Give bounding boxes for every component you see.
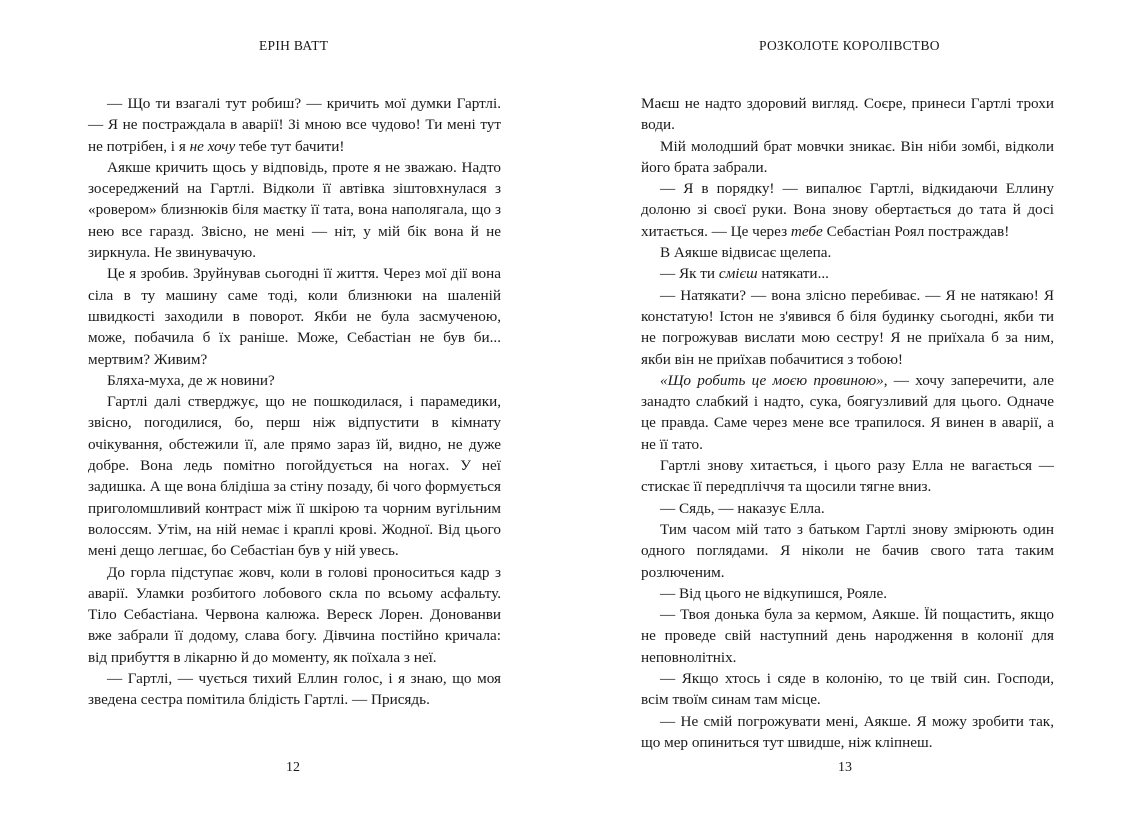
text-run: Мій молодший брат мовчки зникає. Він ніби зомбі, відколи його брата забрали. xyxy=(641,137,1054,176)
emphasis-text: смієш xyxy=(718,265,758,283)
paragraph xyxy=(88,263,501,369)
paragraph xyxy=(88,562,501,668)
paragraph xyxy=(641,455,1054,498)
paragraph xyxy=(641,263,1054,284)
text-run: Тим часом мій тато з батьком Гартлі знову змірюють один одного поглядами. Я ніколи не бачив свого тата таким розлюченим. xyxy=(641,520,1054,581)
text-run: — Що ти взагалі тут робиш? — кричить мої думки Гартлі. — Я не постраждала в аварії! Зі мною все чудово! Ти мені тут не потрібен, і я xyxy=(88,95,501,155)
paragraph xyxy=(88,391,501,561)
text-run: Це я зробив. Зруйнував сьогодні її життя. Через мої дії вона сіла в ту машину саме тоді, коли близнюки на шаленій швидкості заходили в поворот. Якби не була засмученою, може, побачила б їх раніше. Може, Себастіан не був би... мертвим? Живим? xyxy=(88,265,501,368)
paragraph xyxy=(88,93,501,157)
paragraph xyxy=(88,157,501,263)
text-run: Аякше кричить щось у відповідь, проте я не зважаю. Надто зосереджений на Гартлі. Відколи її автівка зіштовхнулася з «ровером» близнюків біля маєтку її тата, вона наполягала, що з нею все гаразд. Звісно, не мені — ніт, у мій бік вона й не зиркнула. Не звинувачую. xyxy=(88,158,501,262)
paragraph xyxy=(641,93,1054,136)
paragraph xyxy=(641,583,1054,604)
text-run: натякати... xyxy=(757,265,829,283)
paragraph xyxy=(641,711,1054,754)
text-run: Маєш не надто здоровий вигляд. Соєре, принеси Гартлі трохи води. xyxy=(641,95,1054,134)
text-run: В Аякше відвисає щелепа. xyxy=(660,244,832,262)
page-number: 12 xyxy=(286,760,300,775)
paragraph xyxy=(641,498,1054,519)
text-run: Гартлі далі стверджує, що не пошкодилася, і парамедики, звісно, погодилися, бо, перш ніж відпустити в кімнату очікування, обстежили її, але прямо зараз їй, видно, не дуже добре. Вона ледь помітно погойдується на ногах. У неї задишка. А ще вона блідіша за стіну позаду, бі чого формується приголомшливий контраст між її шкірою та чорним вугільним волоссям. Утім, на ній немає і краплі крові. Жодної. Від цього мені дещо легшає, бо Себастіан був у ній увесь. xyxy=(88,393,501,560)
text-run: — Натякати? — вона злісно перебиває. — Я не натякаю! Я констатую! Істон не з'явився б біля будинку сьогодні, якби ти не погрожував вислати мою сестру! Я не приїхала б за ним, якби він не приїхав побачитися з тобою! xyxy=(641,286,1054,368)
text-run: Себастіан Роял постраждав! xyxy=(822,222,1010,240)
text-run: — Сядь, — наказує Елла. xyxy=(660,499,825,517)
text-run: — Твоя донька була за кермом, Аякше. Їй пощастить, якщо не проведе свій наступний день народження в колонії для неповнолітніх. xyxy=(641,606,1054,666)
page-body-text xyxy=(88,93,501,711)
paragraph xyxy=(641,285,1054,370)
text-run: — Я в порядку! — випалює Гартлі, відкидаючи Еллину долоню зі своєї руки. Вона знову обертається до тата й досі хитається. — Це через xyxy=(641,180,1054,240)
paragraph xyxy=(88,668,501,711)
paragraph xyxy=(88,370,501,391)
paragraph xyxy=(641,136,1054,179)
emphasis-text: тебе xyxy=(790,222,823,240)
text-run: тебе тут бачити! xyxy=(235,137,345,155)
text-run: — Гартлі, — чується тихий Еллин голос, і я знаю, що моя зведена сестра помітила блідість Гартлі. — Присядь. xyxy=(88,670,501,709)
running-head-author: ЕРІН ВАТТ xyxy=(259,38,329,53)
page-number: 13 xyxy=(838,760,852,775)
text-run: , — хочу заперечити, але занадто слабкий і надто, сука, боягузливий для цього. Одначе це правда. Саме через мене все трапилося. Я винен в аварії, а не її тато. xyxy=(641,371,1054,453)
right-page xyxy=(571,0,1142,827)
text-run: — Від цього не відкупишся, Рояле. xyxy=(660,584,888,602)
paragraph xyxy=(641,178,1054,242)
paragraph xyxy=(641,242,1054,263)
text-run: — Як ти xyxy=(660,265,719,283)
paragraph xyxy=(641,519,1054,583)
text-run: — Не смій погрожувати мені, Аякше. Я можу зробити так, що мер опиниться тут швидше, ніж кліпнеш. xyxy=(641,712,1054,751)
text-run: Гартлі знову хитається, і цього разу Елла не вагається — стискає її передпліччя та щосили тягне вниз. xyxy=(641,457,1054,496)
emphasis-text: не хочу xyxy=(189,137,236,155)
text-run: Бляха-муха, де ж новини? xyxy=(107,371,275,389)
paragraph xyxy=(641,370,1054,455)
running-head-title: РОЗКОЛОТЕ КОРОЛІВСТВО xyxy=(759,38,940,53)
paragraph xyxy=(641,668,1054,711)
text-run: — Якщо хтось і сяде в колонію, то це твій син. Господи, всім твоїм синам там місце. xyxy=(641,670,1054,709)
page-body-text xyxy=(641,93,1054,753)
text-run: До горла підступає жовч, коли в голові проноситься кадр з аварії. Уламки розбитого лобового скла по всьому асфальту. Тіло Себастіана. Червона калюжа. Вереск Лорен. Донованви вже забрали її додому, слава богу. Дівчина постійно кричала: від прибуття в лікарню й до моменту, як поїхала з неї. xyxy=(88,563,501,666)
emphasis-text: «Що робить це моєю провиною» xyxy=(660,371,884,389)
paragraph xyxy=(641,604,1054,668)
